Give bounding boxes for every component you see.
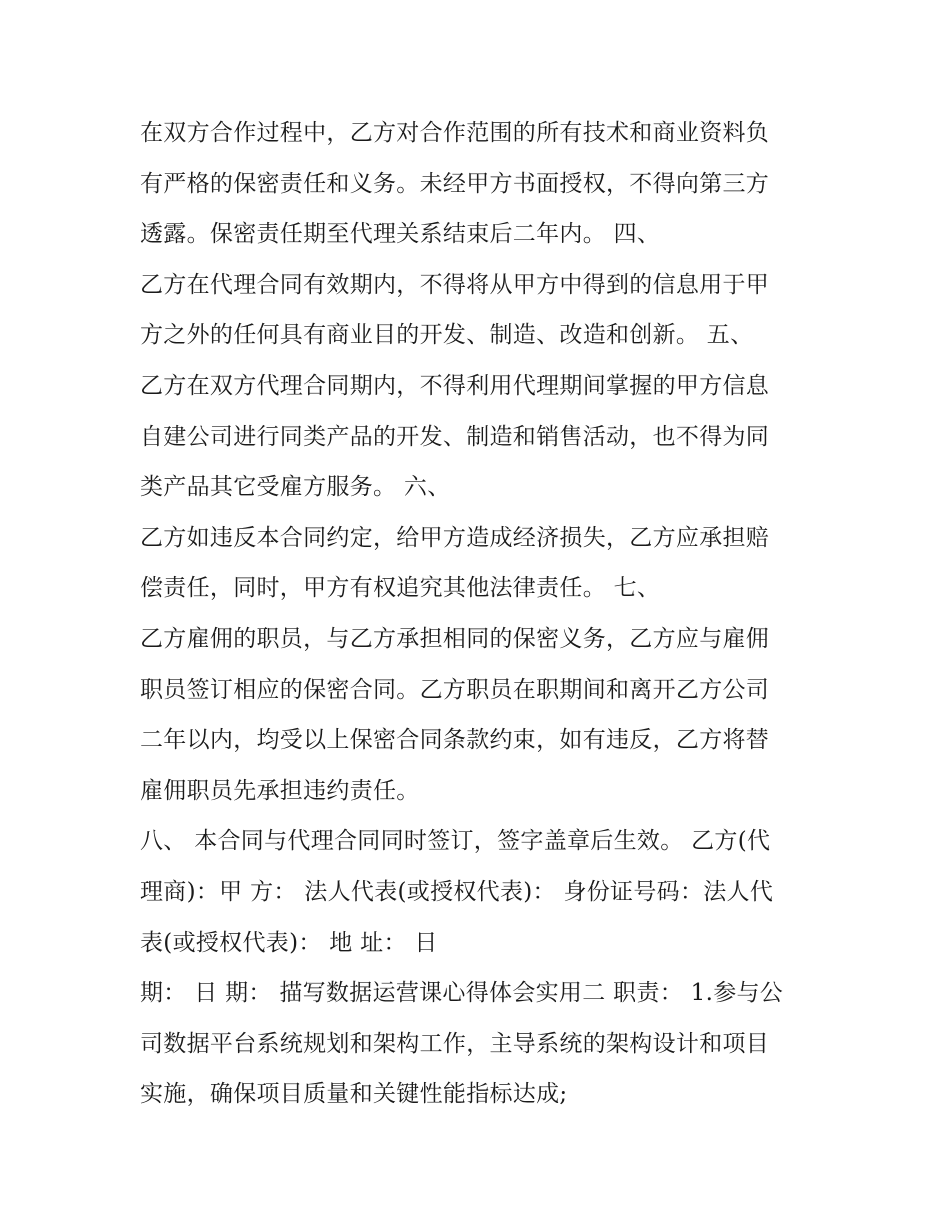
text-line: 司数据平台系统规划和架构工作，主导系统的架构设计和项目	[140, 1030, 770, 1057]
text-line: 类产品其它受雇方服务。 六、	[140, 474, 451, 501]
text-line: 乙方在代理合同有效期内，不得将从甲方中得到的信息用于甲	[140, 271, 770, 298]
text-line: 透露。保密责任期至代理关系结束后二年内。 四、	[140, 221, 661, 248]
text-line: 方之外的任何具有商业目的开发、制造、改造和创新。 五、	[140, 322, 754, 349]
text-line: 八、 本合同与代理合同同时签订，签字盖章后生效。 乙方(代	[140, 828, 771, 855]
text-line: 乙方在双方代理合同期内，不得利用代理期间掌握的甲方信息	[140, 372, 770, 399]
text-line: 雇佣职员先承担违约责任。	[140, 777, 420, 804]
text-line: 二年以内，均受以上保密合同条款约束，如有违反，乙方将替	[140, 727, 770, 754]
text-line: 在双方合作过程中，乙方对合作范围的所有技术和商业资料负	[140, 120, 770, 146]
text-line: 职员签订相应的保密合同。乙方职员在职期间和离开乙方公司	[140, 676, 770, 703]
text-line: 表(或授权代表)： 地 址： 日	[140, 929, 438, 956]
text-line: 实施，确保项目质量和关键性能指标达成;	[140, 1081, 568, 1108]
text-line: 自建公司进行同类产品的开发、制造和销售活动，也不得为同	[140, 423, 770, 450]
text-line: 乙方雇佣的职员，与乙方承担相同的保密义务，乙方应与雇佣	[140, 625, 770, 652]
text-line: 理商)：甲 方： 法人代表(或授权代表)： 身份证号码：法人代	[140, 878, 774, 905]
text-line: 乙方如违反本合同约定，给甲方造成经济损失，乙方应承担赔	[140, 524, 770, 551]
document-body	[140, 108, 820, 1120]
text-line: 期： 日 期： 描写数据运营课心得体会实用二 职责： 1.参与公	[140, 980, 784, 1007]
text-line: 偿责任，同时，甲方有权追究其他法律责任。 七、	[140, 575, 661, 602]
text-line: 有严格的保密责任和义务。未经甲方书面授权，不得向第三方	[140, 170, 770, 197]
